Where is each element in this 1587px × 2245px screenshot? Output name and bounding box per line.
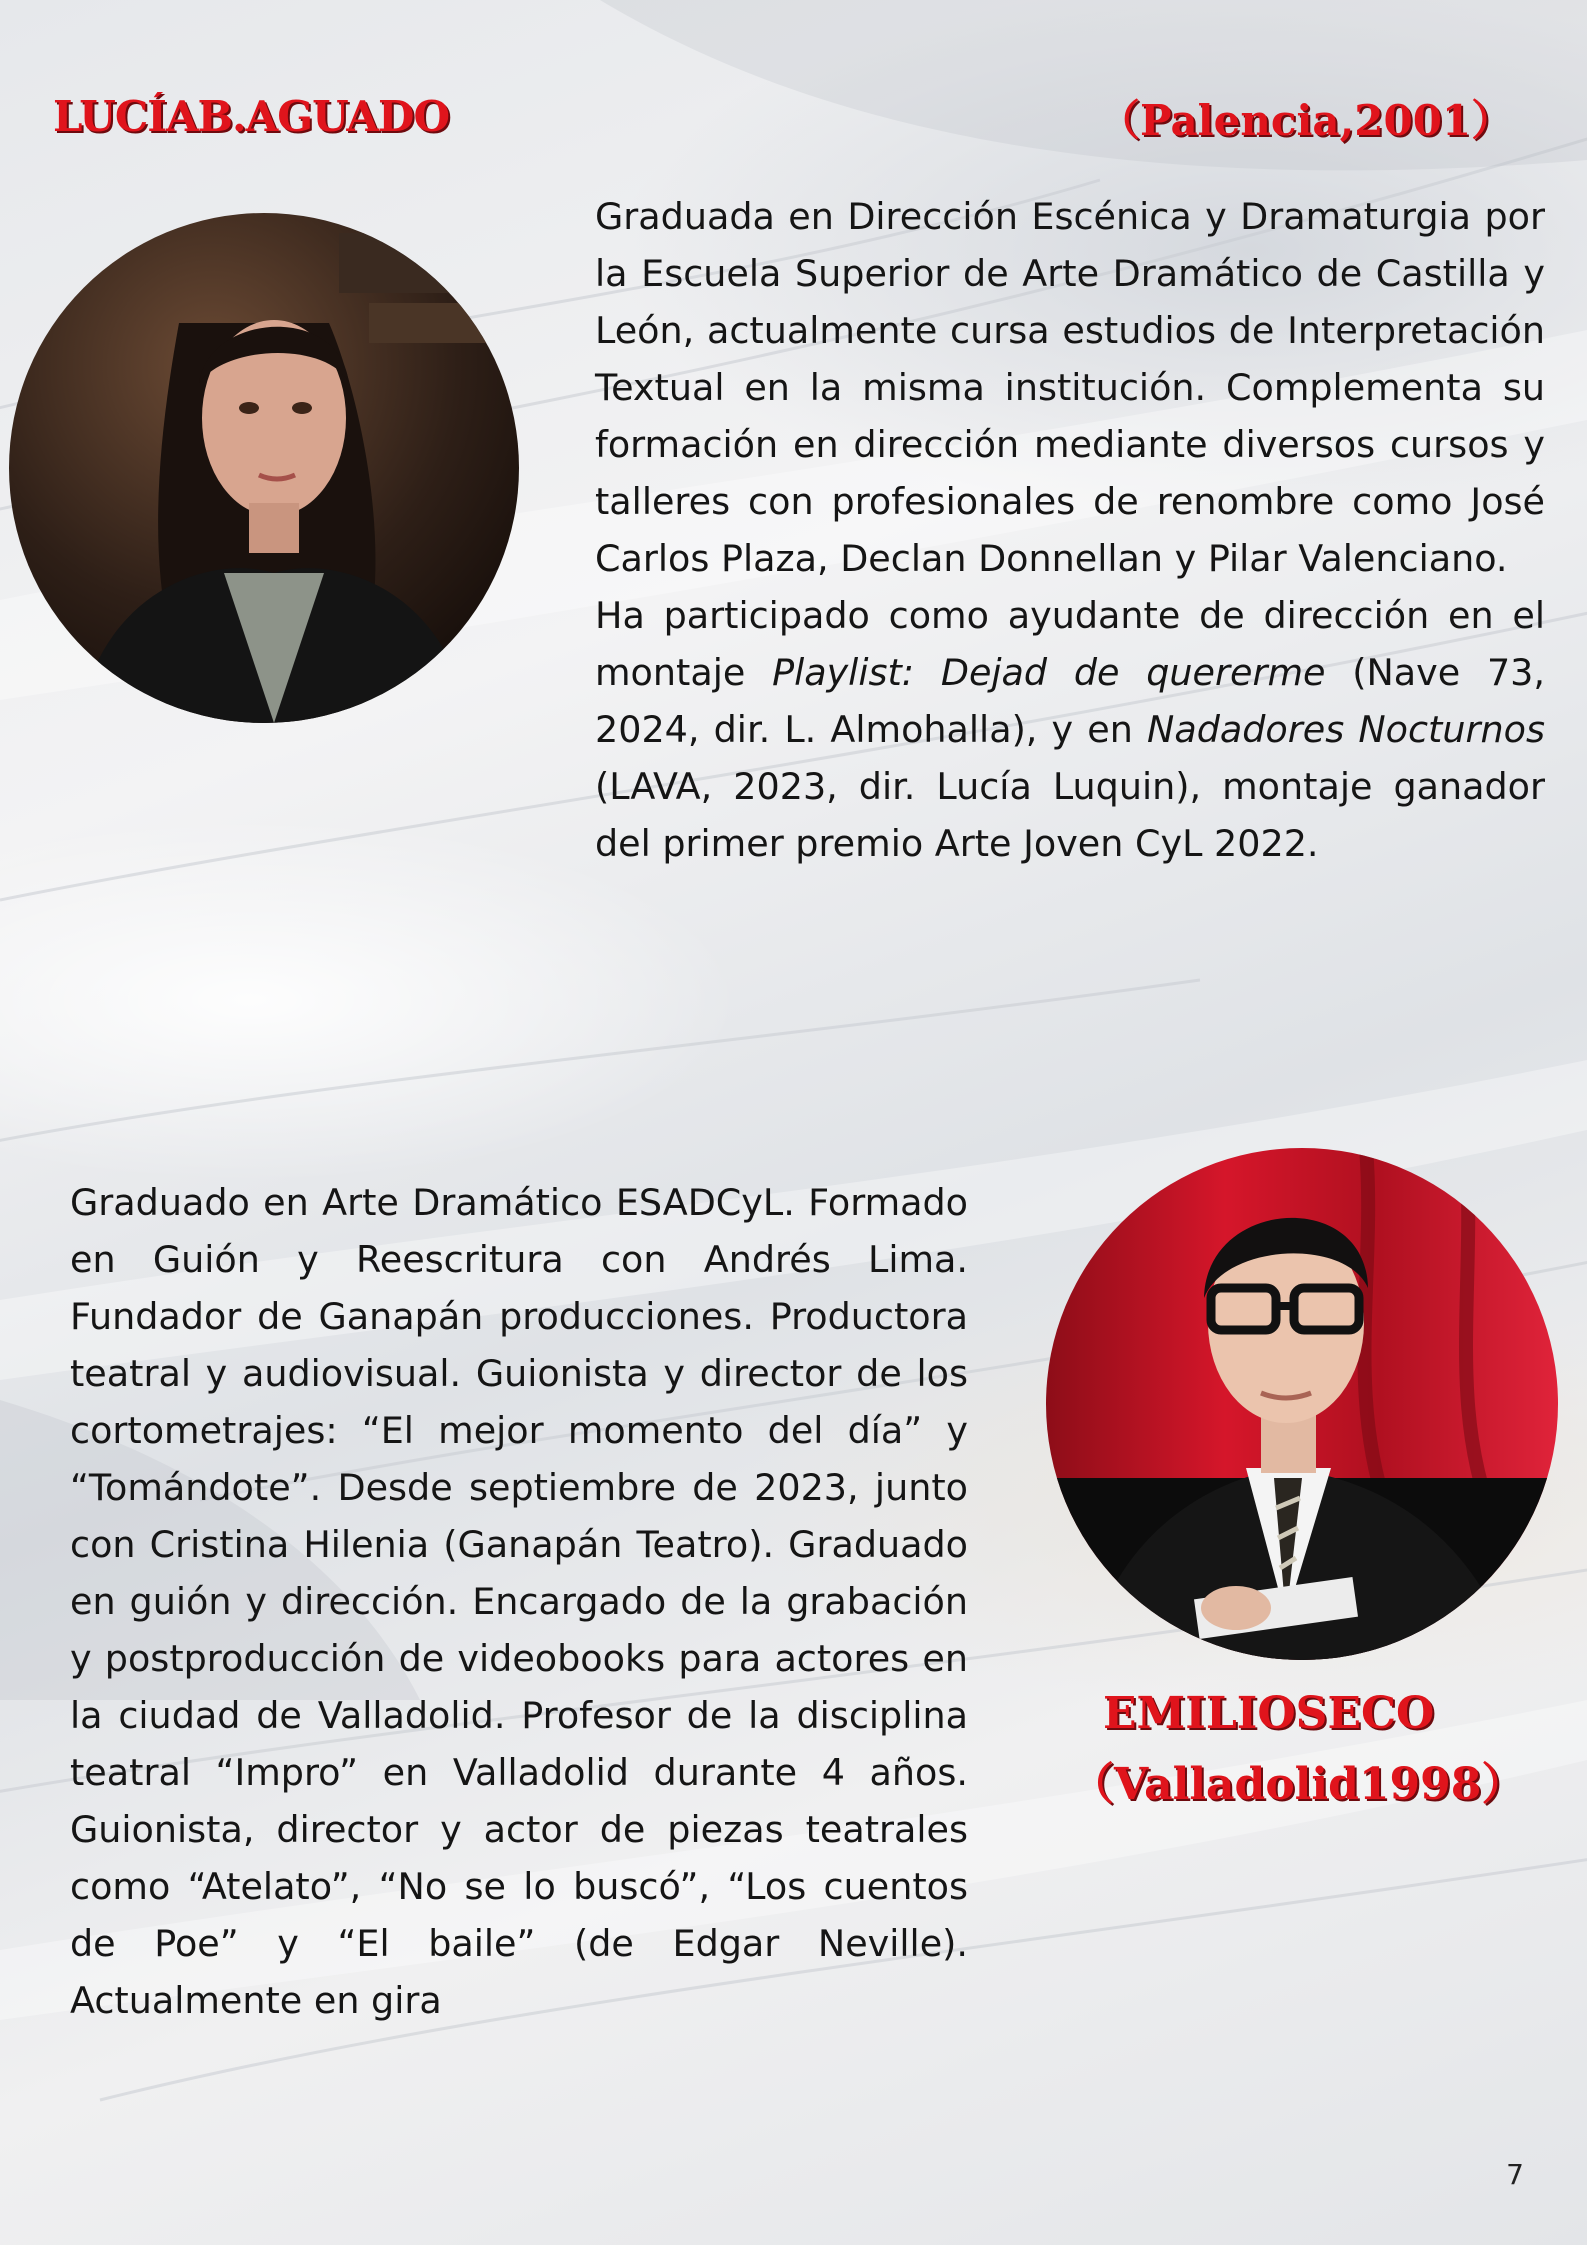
profile2-origin: （Valladolid1998） — [1070, 1759, 1526, 1810]
profile2-photo — [1046, 1148, 1558, 1660]
work-title: Playlist: Dejad de quererme — [772, 651, 1326, 694]
profile1-photo — [9, 213, 519, 723]
profile1-bio-paragraph2 — [595, 587, 1545, 872]
profile1-bio — [595, 188, 1545, 872]
work-title: Nadadores Nocturnos — [1147, 708, 1545, 751]
profile1-origin: （Palencia,2001） — [1098, 96, 1514, 145]
page-number: 7 — [1506, 2158, 1524, 2191]
profile2-name: EMILIOSECO — [1103, 1688, 1435, 1739]
profile1-bio-paragraph1: Graduada en Dirección Escénica y Dramaturgia por la Escuela Superior de Arte Dramático de Castilla y León, actualmente cursa estudios de Interpretación Textual en la misma institución. Complementa su formación en dirección mediante diversos cursos y talleres con profesionales de renombre como José Carlos Plaza, Declan Donnellan y Pilar Valenciano. — [595, 195, 1545, 580]
bio-text: Ha participado como ayudante de dirección en el montaje — [595, 594, 1545, 694]
bio-text: (LAVA, 2023, dir. Lucía Luquin), montaje ganador del primer premio Arte Joven CyL 2022. — [595, 765, 1545, 865]
profile1-name: LUCÍAB.AGUADO — [53, 92, 450, 141]
profile2-bio — [70, 1174, 968, 2029]
bio-text: (Nave 73, 2024, dir. L. Almohalla), y en — [595, 651, 1545, 751]
profile2-bio-paragraph: Graduado en Arte Dramático ESADCyL. Formado en Guión y Reescritura con Andrés Lima. Fundador de Ganapán producciones. Productora teatral y audiovisual. Guionista y director de los cortometrajes: “El mejor momento del día” y “Tomándote”. Desde septiembre de 2023, junto con Cristina Hilenia (Ganapán Teatro). Graduado en guión y dirección. Encargado de la grabación y postproducción de videobooks para actores en la ciudad de Valladolid. Profesor de la disciplina teatral “Impro” en Valladolid durante 4 años. Guionista, director y actor de piezas teatrales como “Atelato”, “No se lo buscó”, “Los cuentos de Poe” y “El baile” (de Edgar Neville). Actualmente en gira — [70, 1181, 968, 2022]
